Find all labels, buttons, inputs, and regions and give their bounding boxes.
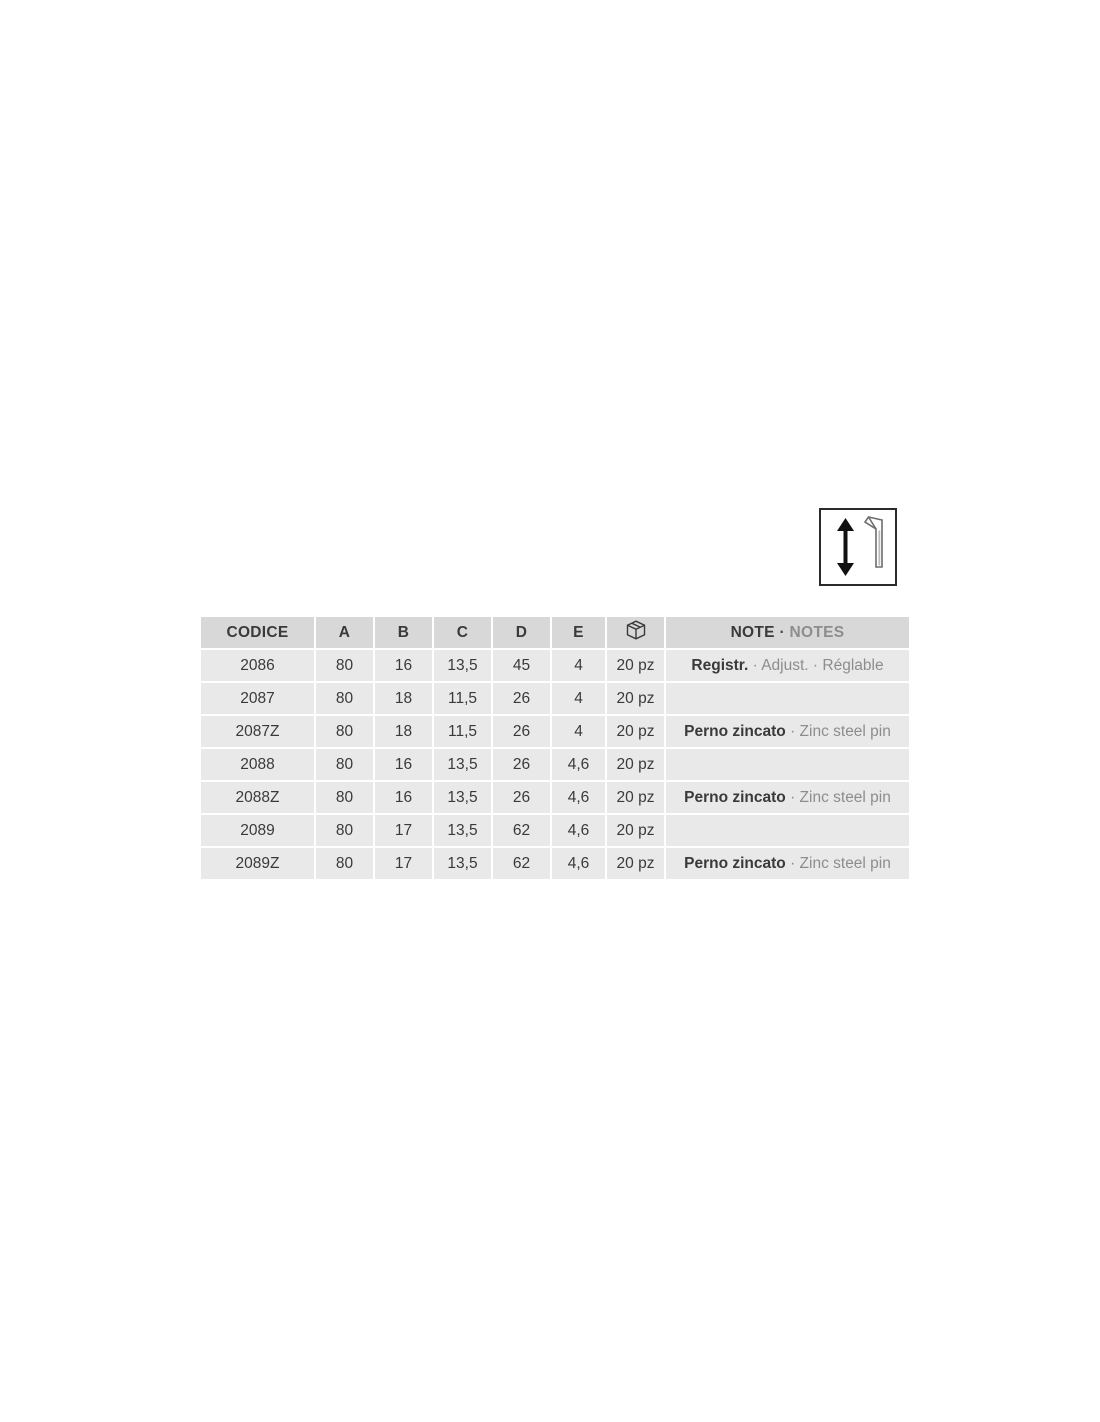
cell-note <box>666 815 909 846</box>
cell-note <box>666 782 909 813</box>
cell-code: 2089 <box>201 815 314 846</box>
column-header-b: B <box>375 617 432 648</box>
specification-table-wrapper <box>199 615 899 881</box>
table-row <box>201 716 909 747</box>
cell-packaging: 20 pz <box>607 650 664 681</box>
table-row <box>201 749 909 780</box>
cell-a: 80 <box>316 782 373 813</box>
cell-c: 11,5 <box>434 716 491 747</box>
cell-e: 4,6 <box>552 815 605 846</box>
cell-a: 80 <box>316 716 373 747</box>
cell-packaging: 20 pz <box>607 749 664 780</box>
note-en-2: Réglable <box>822 656 884 674</box>
cell-b: 16 <box>375 749 432 780</box>
cell-note <box>666 749 909 780</box>
adjustability-pictogram <box>819 508 897 586</box>
table-header-row <box>201 617 909 648</box>
cell-c: 13,5 <box>434 650 491 681</box>
notes-label-en: NOTES <box>789 623 845 641</box>
cell-code: 2088Z <box>201 782 314 813</box>
cell-code: 2087 <box>201 683 314 714</box>
cell-a: 80 <box>316 650 373 681</box>
cell-b: 17 <box>375 848 432 879</box>
column-header-notes <box>666 617 909 648</box>
cell-b: 18 <box>375 716 432 747</box>
cell-a: 80 <box>316 683 373 714</box>
cell-b: 17 <box>375 815 432 846</box>
cell-a: 80 <box>316 848 373 879</box>
cell-c: 13,5 <box>434 815 491 846</box>
table-row <box>201 683 909 714</box>
note-en-1: Zinc steel pin <box>799 788 891 806</box>
column-header-e: E <box>552 617 605 648</box>
cell-c: 11,5 <box>434 683 491 714</box>
cell-note <box>666 848 909 879</box>
cell-b: 18 <box>375 683 432 714</box>
table-row <box>201 650 909 681</box>
note-separator-1: · <box>790 854 796 872</box>
notes-label-separator: · <box>779 623 785 641</box>
cell-packaging: 20 pz <box>607 815 664 846</box>
cell-code: 2089Z <box>201 848 314 879</box>
cell-c: 13,5 <box>434 782 491 813</box>
cell-a: 80 <box>316 815 373 846</box>
column-header-a: A <box>316 617 373 648</box>
cell-e: 4 <box>552 650 605 681</box>
cell-packaging: 20 pz <box>607 782 664 813</box>
note-en-1: Adjust. <box>761 656 809 674</box>
note-it: Perno zincato <box>684 722 786 740</box>
cell-note <box>666 716 909 747</box>
cell-d: 26 <box>493 782 550 813</box>
note-separator-1: · <box>790 722 796 740</box>
cell-e: 4,6 <box>552 749 605 780</box>
note-separator-1: · <box>752 656 758 674</box>
note-it: Perno zincato <box>684 854 786 872</box>
specification-table <box>199 615 911 881</box>
cell-d: 26 <box>493 749 550 780</box>
cell-packaging: 20 pz <box>607 716 664 747</box>
column-header-code: CODICE <box>201 617 314 648</box>
notes-label-it: NOTE <box>730 623 775 641</box>
column-header-d: D <box>493 617 550 648</box>
cell-e: 4,6 <box>552 848 605 879</box>
cell-note <box>666 683 909 714</box>
cell-note <box>666 650 909 681</box>
box-icon <box>624 619 648 646</box>
cell-code: 2087Z <box>201 716 314 747</box>
note-it: Perno zincato <box>684 788 786 806</box>
cell-code: 2088 <box>201 749 314 780</box>
cell-d: 62 <box>493 815 550 846</box>
cell-e: 4 <box>552 683 605 714</box>
cell-b: 16 <box>375 782 432 813</box>
cell-c: 13,5 <box>434 848 491 879</box>
cell-a: 80 <box>316 749 373 780</box>
note-separator-2: · <box>812 656 819 674</box>
note-it: Registr. <box>691 656 749 674</box>
cell-code: 2086 <box>201 650 314 681</box>
cell-d: 26 <box>493 716 550 747</box>
table-row <box>201 782 909 813</box>
note-en-1: Zinc steel pin <box>799 854 891 872</box>
cell-e: 4 <box>552 716 605 747</box>
cell-d: 45 <box>493 650 550 681</box>
column-header-packaging <box>607 617 664 648</box>
note-separator-1: · <box>790 788 796 806</box>
cell-packaging: 20 pz <box>607 683 664 714</box>
cell-e: 4,6 <box>552 782 605 813</box>
table-row <box>201 848 909 879</box>
cell-d: 62 <box>493 848 550 879</box>
cell-packaging: 20 pz <box>607 848 664 879</box>
note-en-1: Zinc steel pin <box>799 722 891 740</box>
column-header-c: C <box>434 617 491 648</box>
cell-c: 13,5 <box>434 749 491 780</box>
cell-d: 26 <box>493 683 550 714</box>
table-row <box>201 815 909 846</box>
vertical-adjust-hinge-icon <box>821 510 895 584</box>
cell-b: 16 <box>375 650 432 681</box>
